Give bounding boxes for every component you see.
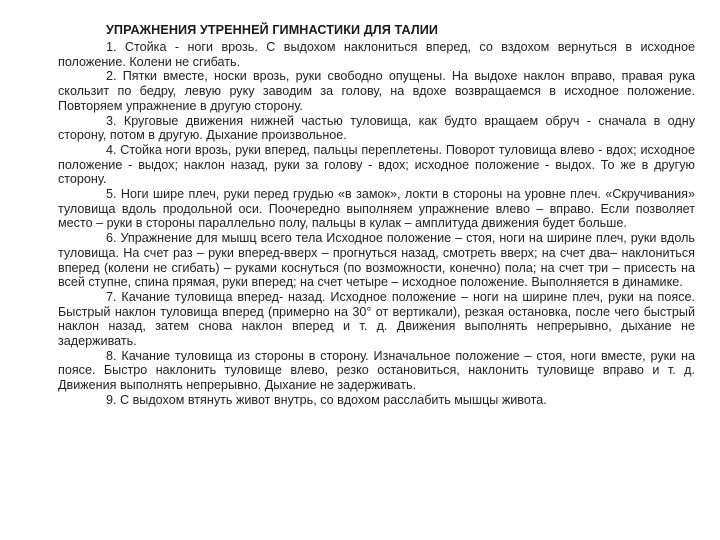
exercise-item-3: 3. Круговые движения нижней частью туловища, как будто вращаем обруч - сначала в одну сторону, потом в другую. Дыхание произвольное. [58, 113, 695, 143]
exercise-item-9: 9. С выдохом втянуть живот внутрь, со вдохом расслабить мышцы живота. [106, 392, 547, 407]
exercise-item-7: 7. Качание туловища вперед- назад. Исходное положение – ноги на ширине плеч, руки на поясе. Быстрый наклон туловища вперед (примерно на 30° от вертикали), резкая остановка, после чего быстрый наклон назад, затем снова наклон вперед и т. д. Движения выполнять непрерывно, дыхание не задерживать. [58, 289, 695, 349]
exercise-item-1: 1. Стойка - ноги врозь. С выдохом наклониться вперед, со вздохом вернуться в исходное положение. Колени не сгибать. [58, 40, 695, 69]
document-title: УПРАЖНЕНИЯ УТРЕННЕЙ ГИМНАСТИКИ ДЛЯ ТАЛИИ [106, 23, 439, 37]
exercise-item-6: 6. Упражнение для мышц всего тела Исходное положение – стоя, ноги на ширине плеч, руки вдоль туловища. На счет раз – руки вперед-вверх – прогнуться назад, смотреть вверх; на счет два– наклониться вперед (колени не сгибать) – руками коснуться (по возможности, конечно) пола; на счет три – присесть на всей ступне, спина прямая, руки вперед; на счет четыре – исходное положение. Выполняется в динамике. [58, 231, 695, 290]
exercise-list [58, 40, 695, 408]
exercise-item-8: 8. Качание туловища из стороны в сторону. Изначальное положение – стоя, ноги вместе, руки на поясе. Быстро наклонить туловище влево, резко остановиться, наклонить туловище вправо и т. д. Движения выполнять непрерывно. Дыхание не задерживать. [58, 348, 695, 393]
exercise-item-2: 2. Пятки вместе, носки врозь, руки свободно опущены. На выдохе наклон вправо, правая рука скользит по бедру, левую руку заводим за голову, на вдохе возвращаемся в исходное положение. Повторяем упражнение в другую сторону. [58, 69, 695, 113]
document-page [58, 22, 695, 408]
exercise-item-4: 4. Стойка ноги врозь, руки вперед, пальцы переплетены. Поворот туловища влево - вдох; исходное положение - выдох; наклон назад, руки за голову - вдох; исходное положение - выдох. То же в другую сторону. [58, 142, 695, 187]
exercise-item-5: 5. Ноги шире плеч, руки перед грудью «в замок», локти в стороны на уровне плеч. «Скручивания» туловища вдоль продольной оси. Поочередно выполняем упражнение влево – вправо. Если позволяет место – руки в стороны параллельно полу, пальцы в кулак – амплитуда движения будет больше. [58, 187, 695, 231]
